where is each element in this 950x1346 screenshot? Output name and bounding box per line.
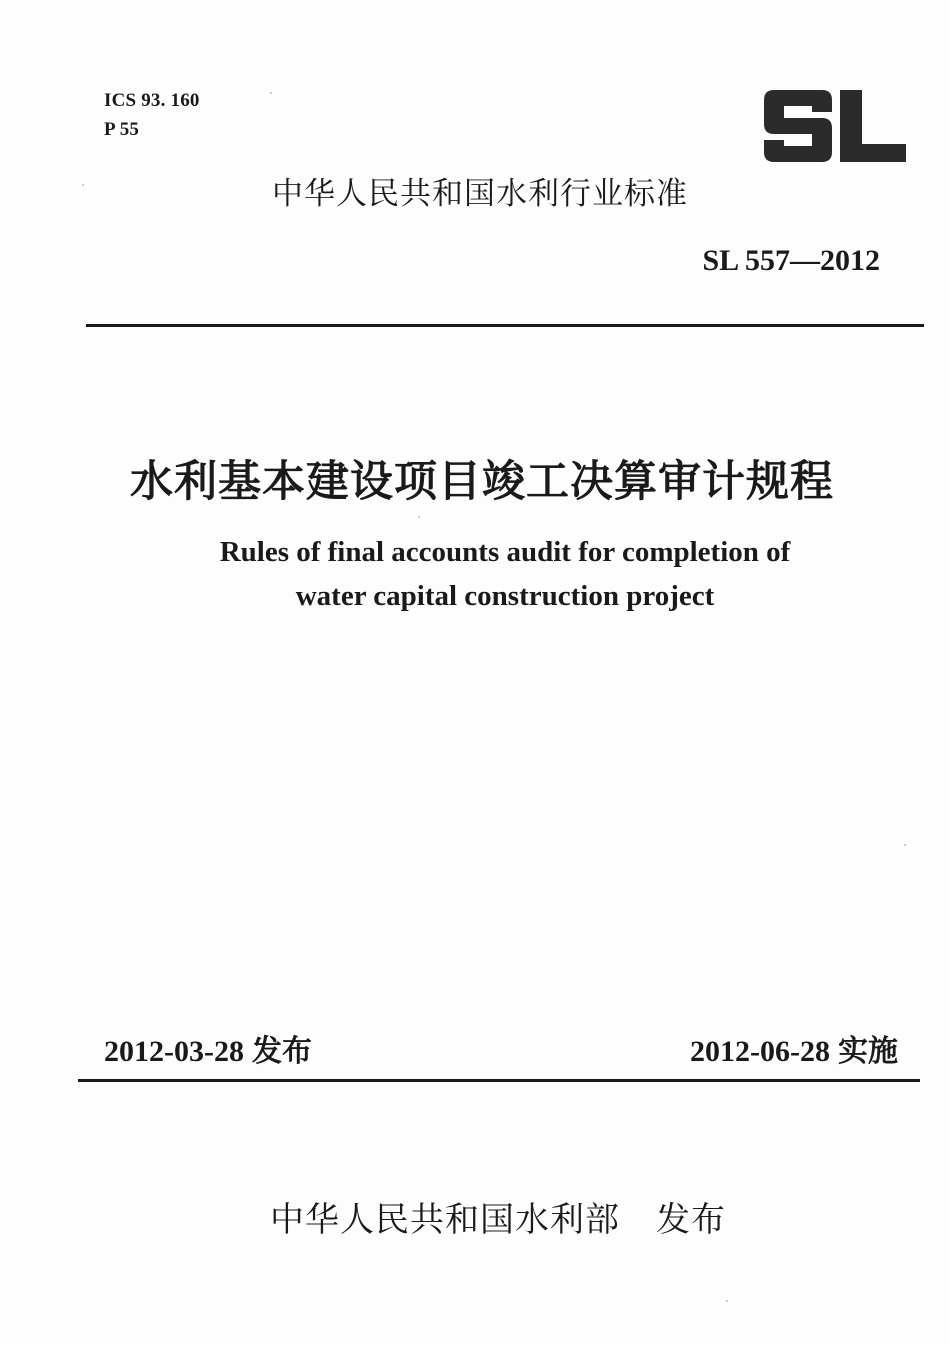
scan-speck bbox=[82, 184, 84, 186]
title-english-line-1: Rules of final accounts audit for completion of bbox=[219, 536, 791, 568]
scan-speck bbox=[726, 1300, 728, 1302]
scan-speck bbox=[418, 516, 420, 518]
standard-category: 中华人民共和国水利行业标准 bbox=[272, 176, 688, 212]
title-chinese: 水利基本建设项目竣工决算审计规程 bbox=[130, 457, 834, 507]
implement-date: 2012-06-28 bbox=[690, 1035, 830, 1068]
publisher-name: 中华人民共和国水利部 bbox=[270, 1200, 620, 1240]
bottom-divider bbox=[78, 1079, 920, 1082]
issue-label: 发布 bbox=[251, 1034, 312, 1069]
issue-date-block bbox=[104, 1026, 312, 1070]
sl-logo-s bbox=[764, 90, 832, 162]
classification-codes bbox=[104, 86, 200, 144]
top-divider bbox=[86, 324, 924, 327]
standard-code: SL 557—2012 bbox=[702, 244, 880, 277]
issue-date: 2012-03-28 bbox=[104, 1035, 244, 1068]
publisher-line bbox=[270, 1192, 726, 1241]
implement-date-block bbox=[690, 1026, 898, 1070]
publisher-action: 发布 bbox=[656, 1200, 726, 1240]
scan-speck bbox=[270, 92, 272, 94]
scan-speck bbox=[904, 844, 906, 846]
implement-label: 实施 bbox=[838, 1034, 898, 1069]
title-english-line-2: water capital construction project bbox=[295, 580, 715, 612]
title-english bbox=[90, 530, 920, 618]
ccs-code: P 55 bbox=[104, 119, 140, 140]
ics-code: ICS 93. 160 bbox=[104, 90, 200, 111]
sl-logo bbox=[760, 86, 908, 166]
sl-logo-l bbox=[840, 90, 906, 162]
